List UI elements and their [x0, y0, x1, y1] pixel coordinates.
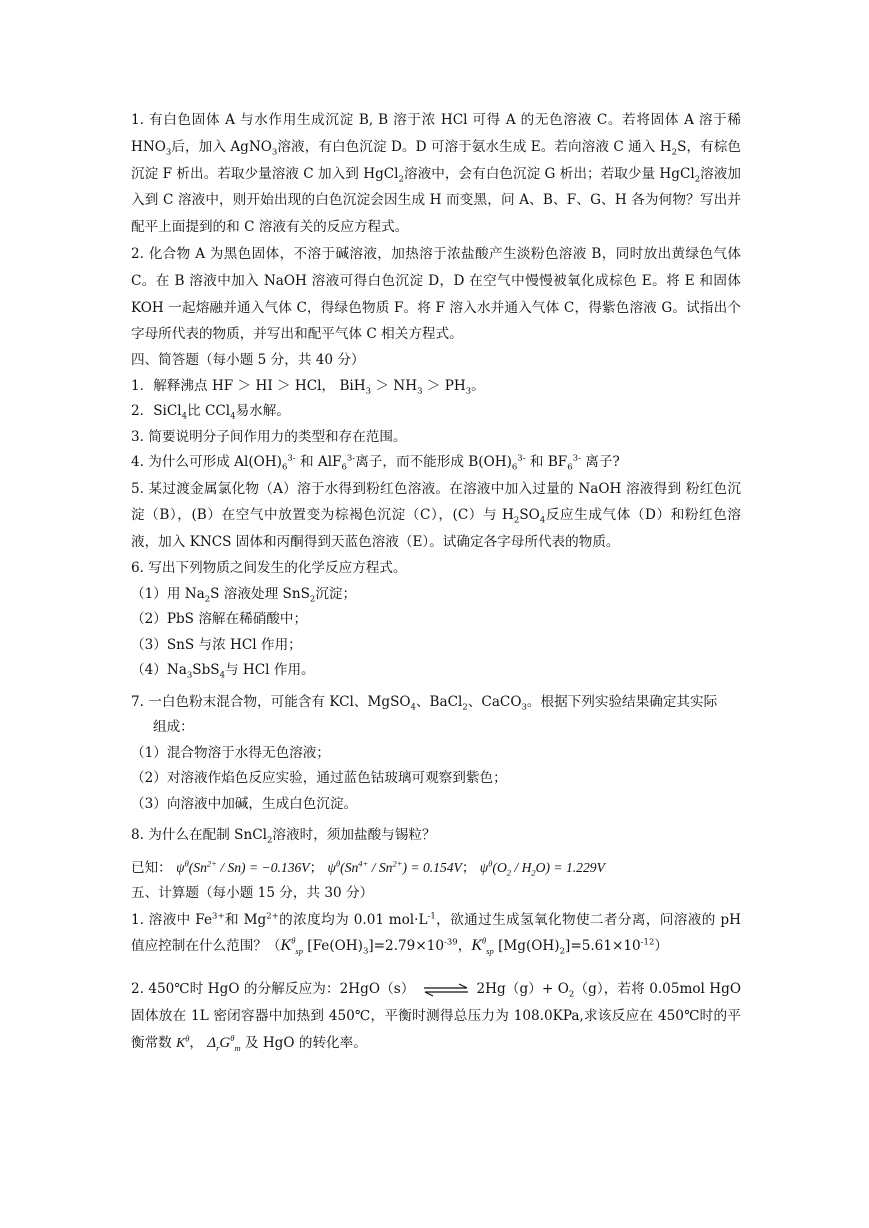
- continuation: 组成：: [153, 719, 194, 736]
- question-number: 2.: [131, 245, 144, 262]
- text: 离子，而不能形成 B(OH): [355, 454, 512, 471]
- text: ，: [189, 1034, 203, 1051]
- sub-item: （2）PbS 溶解在稀硝酸中；: [131, 611, 308, 628]
- text: （4）Na: [131, 662, 187, 679]
- text: 易水解。: [235, 403, 290, 420]
- superscript: 2+: [206, 858, 217, 869]
- sub-item: （2）对溶液作焰色反应实验，通过蓝色钴玻璃可观察到紫色；: [131, 770, 507, 787]
- text: G: [219, 1034, 231, 1051]
- subscript: 2: [462, 702, 468, 713]
- superscript: 2+: [392, 858, 403, 869]
- subscript: 2: [398, 174, 404, 185]
- subscript: 4: [539, 516, 546, 527]
- text: (Sn: [340, 859, 359, 875]
- text: 2．SiCl: [131, 403, 182, 420]
- superscript: -12: [640, 937, 655, 948]
- superscript: 3-: [346, 453, 356, 464]
- text: 溶液时，须加盐酸与锡粒？: [272, 827, 436, 844]
- text: 2. 450℃时 HgO 的分解反应为：2HgO（s）: [131, 981, 415, 998]
- formula: [207, 1032, 241, 1053]
- subscript: 2: [694, 174, 701, 185]
- equilibrium-arrow-icon: [423, 983, 469, 997]
- question-text: 溶液，有白色沉淀 D。D 可溶于氨水生成 E。若向溶液 C 通入 H: [277, 138, 672, 155]
- superscript: θ: [481, 936, 487, 947]
- text: ψ: [479, 859, 489, 875]
- text: 和 Mg: [224, 911, 267, 928]
- text: 、CaCO: [467, 693, 522, 710]
- subscript: 4: [219, 670, 226, 681]
- text: （1）用 Na: [131, 585, 205, 602]
- text: 1. 溶液中 Fe: [131, 911, 213, 928]
- subscript: 3: [271, 147, 278, 158]
- text: [Mg(OH): [498, 938, 560, 955]
- superscript: θ: [291, 936, 296, 947]
- text: ) = 0.154V: [402, 859, 462, 875]
- subscript: 6: [341, 462, 347, 473]
- text: ψ: [327, 859, 336, 875]
- subscript: 2: [568, 989, 575, 1000]
- spacer: [131, 960, 741, 976]
- text: 4. 为什么可形成 Al(OH): [131, 454, 282, 471]
- short-answer-1: [131, 374, 741, 400]
- subscript: 2: [309, 594, 316, 605]
- short-answer-7: [131, 690, 741, 716]
- text: / Sn: [368, 859, 393, 875]
- text: 已知：: [131, 859, 172, 876]
- superscript: θ: [230, 1032, 235, 1043]
- text: （g），若将 0.05mol HgO 固体放在 1L 密闭容器中加热到 450℃，平衡时测得总压力为 108.0KPa,求该反应在 450℃时的平衡常数: [131, 981, 742, 1051]
- formula: [280, 936, 303, 957]
- superscript: -39: [444, 937, 458, 948]
- subscript: 2: [531, 867, 536, 878]
- question-text: 后，加入 AgNO: [171, 138, 272, 155]
- text: 反应生成气体（D）和粉红色溶液，加入 KNCS 固体和丙酮得到天蓝色溶液（E）。试确定各字母所代表的物质。: [131, 507, 741, 551]
- text: / H: [511, 859, 532, 875]
- subscript: 3: [186, 670, 193, 681]
- section-heading-5: 五、计算题（每小题 15 分，共 30 分）: [131, 885, 374, 902]
- question-text: 有白色固体 A 与水作用生成沉淀 B, B 溶于浓 HCl 可得 A 的无色溶液 C。若将固体 A 溶于稀 HNO: [131, 112, 742, 155]
- text: / Sn) = −0.136V: [216, 859, 310, 875]
- text: (Sn: [188, 859, 207, 875]
- text: K: [280, 937, 292, 955]
- question-2: [131, 241, 741, 348]
- superscript: θ: [184, 858, 189, 869]
- subscript: 2: [559, 947, 566, 958]
- superscript: θ: [335, 858, 341, 869]
- text: ψ: [176, 859, 185, 875]
- superscript: 3-: [572, 453, 581, 464]
- text: 8. 为什么在配制 SnCl: [131, 827, 267, 844]
- text: 和 BF: [525, 454, 568, 471]
- text: ＞ PH: [422, 377, 466, 394]
- text: ]=5.61×10: [565, 938, 641, 955]
- superscript: 3-: [517, 453, 526, 464]
- subscript: 6: [281, 462, 288, 473]
- subscript: 2: [267, 835, 273, 846]
- subscript: 2: [506, 867, 512, 878]
- question-number: 1.: [131, 112, 144, 128]
- text: (O: [492, 859, 507, 875]
- text: 离子?: [580, 454, 620, 471]
- subscript: 3: [165, 147, 172, 158]
- text: 与 HCl 作用。: [225, 662, 315, 679]
- text: S 溶液处理 SnS: [210, 585, 310, 602]
- short-answer-4: [131, 450, 741, 476]
- subscript: 3: [465, 386, 472, 397]
- formula: [471, 936, 494, 957]
- short-answer-6: 6. 写出下列物质之间发生的化学反应方程式。: [131, 560, 407, 577]
- exam-content: [131, 107, 741, 1057]
- formula: [328, 860, 462, 875]
- text: 比 CCl: [187, 403, 231, 420]
- sub-item: （3）向溶液中加碱，生成白色沉淀。: [131, 795, 358, 812]
- text: ）: [654, 938, 668, 955]
- text: 。: [471, 377, 485, 394]
- superscript: θ: [488, 858, 493, 869]
- subscript: 3: [521, 702, 527, 713]
- formula: [176, 860, 310, 875]
- subscript: 3: [362, 947, 369, 958]
- short-answer-2: [131, 399, 741, 425]
- question-1: [131, 107, 741, 241]
- superscript: -1: [427, 911, 436, 922]
- sub-item: （3）SnS 与浓 HCl 作用；: [131, 636, 302, 653]
- short-answer-5: [131, 476, 741, 556]
- known-potentials: [131, 855, 741, 882]
- formula: [176, 1035, 189, 1050]
- formula: [479, 858, 605, 878]
- text: O) = 1.229V: [535, 859, 605, 875]
- text: 1．解释沸点 HF ＞ HI ＞ HCl， BiH: [131, 377, 366, 394]
- subscript: sp: [486, 946, 494, 957]
- question-text: 化合物 A 为黑色固体，不溶于碱溶液，加热溶于浓盐酸产生淡粉色溶液 B，同时放出黄绿色气体 C。在 B 溶液中加入 NaOH 溶液可得白色沉淀 D，D 在空气中慢慢被氧化成棕色 E。将 E 和固体 KOH 一起熔融并通入气体 C，得绿色物质 F。将 F 溶入水并通入气体 C，得紫色溶液 G。试指出个字母所代表的物质，并写出和配平气体 C 相关方程式。: [131, 245, 741, 343]
- superscript: 3+: [212, 911, 225, 922]
- sub-item: （1）混合物溶于水得无色溶液；: [131, 744, 330, 761]
- subscript: r: [216, 1042, 220, 1053]
- subscript: 6: [511, 462, 518, 473]
- subscript: 2: [513, 516, 520, 527]
- text: Δ: [207, 1034, 217, 1051]
- subscript: 3: [365, 386, 372, 397]
- subscript: 6: [567, 462, 573, 473]
- text: 7. 一白色粉末混合物，可能含有 KCl、MgSO: [131, 693, 411, 710]
- calc-question-1: [131, 907, 741, 961]
- subscript: m: [234, 1042, 241, 1053]
- text: ，欲通过生成氢氧化物使二者分离，问溶液的 pH 值应控制在什么范围？（: [131, 911, 741, 955]
- subscript: 4: [230, 411, 236, 422]
- text: ；: [309, 859, 324, 876]
- superscript: 4+: [358, 858, 369, 869]
- text: 、BaCl: [415, 693, 463, 710]
- subscript: 4: [410, 702, 416, 713]
- superscript: 2+: [266, 911, 279, 922]
- sub-item: [131, 582, 741, 608]
- subscript: 2: [204, 594, 211, 605]
- question-text: 溶液中，会有白色沉淀 G 析出；若取少量 HgCl: [403, 165, 695, 182]
- superscript: θ: [185, 1033, 190, 1044]
- sub-item: [131, 658, 741, 684]
- question-text: 溶液加入到 C 溶液中，则开始出现的白色沉淀会因生成 H 而变黑，问 A、B、F、G、H 各为何物？写出并配平上面提到的和 C 溶液有关的反应方程式。: [131, 165, 741, 236]
- text: ]=2.79×10: [368, 938, 445, 955]
- text: 2Hg（g）+ O: [476, 981, 569, 998]
- short-answer-3: 3. 简要说明分子间作用力的类型和存在范围。: [131, 428, 407, 445]
- text: [Fe(OH): [307, 938, 363, 955]
- text: ＞ NH: [371, 377, 418, 394]
- section-heading-4: 四、简答题（每小题 5 分，共 40 分）: [131, 352, 365, 369]
- text: 的浓度均为 0.01 mol·L: [278, 911, 428, 928]
- text: K: [176, 1034, 186, 1050]
- question-text: S，有棕色沉淀 F 析出。若取少量溶液 C 加入到 HgCl: [131, 138, 742, 182]
- text: 沉淀；: [315, 585, 357, 602]
- text: 5. 某过渡金属氯化物（A）溶于水得到粉红色溶液。在溶液中加入过量的 NaOH 溶液得到 粉红色沉淀（B），(B）在空气中放置变为棕褐色沉淀（C），(C）与 H: [131, 480, 741, 524]
- text: SbS: [192, 662, 220, 679]
- text: 及 HgO 的转化率。: [240, 1034, 367, 1051]
- subscript: 4: [181, 411, 188, 422]
- subscript: sp: [295, 946, 303, 957]
- text: ；: [461, 859, 476, 876]
- short-answer-8: [131, 823, 741, 849]
- text: K: [471, 937, 482, 955]
- text: ，: [457, 938, 472, 955]
- calc-question-2: [131, 976, 741, 1056]
- subscript: 2: [671, 147, 678, 158]
- text: SO: [519, 507, 540, 524]
- text: 。根据下列实验结果确定其实际: [526, 693, 718, 710]
- subscript: 3: [417, 386, 423, 397]
- superscript: 3-: [287, 453, 296, 464]
- text: 和 AlF: [295, 454, 342, 471]
